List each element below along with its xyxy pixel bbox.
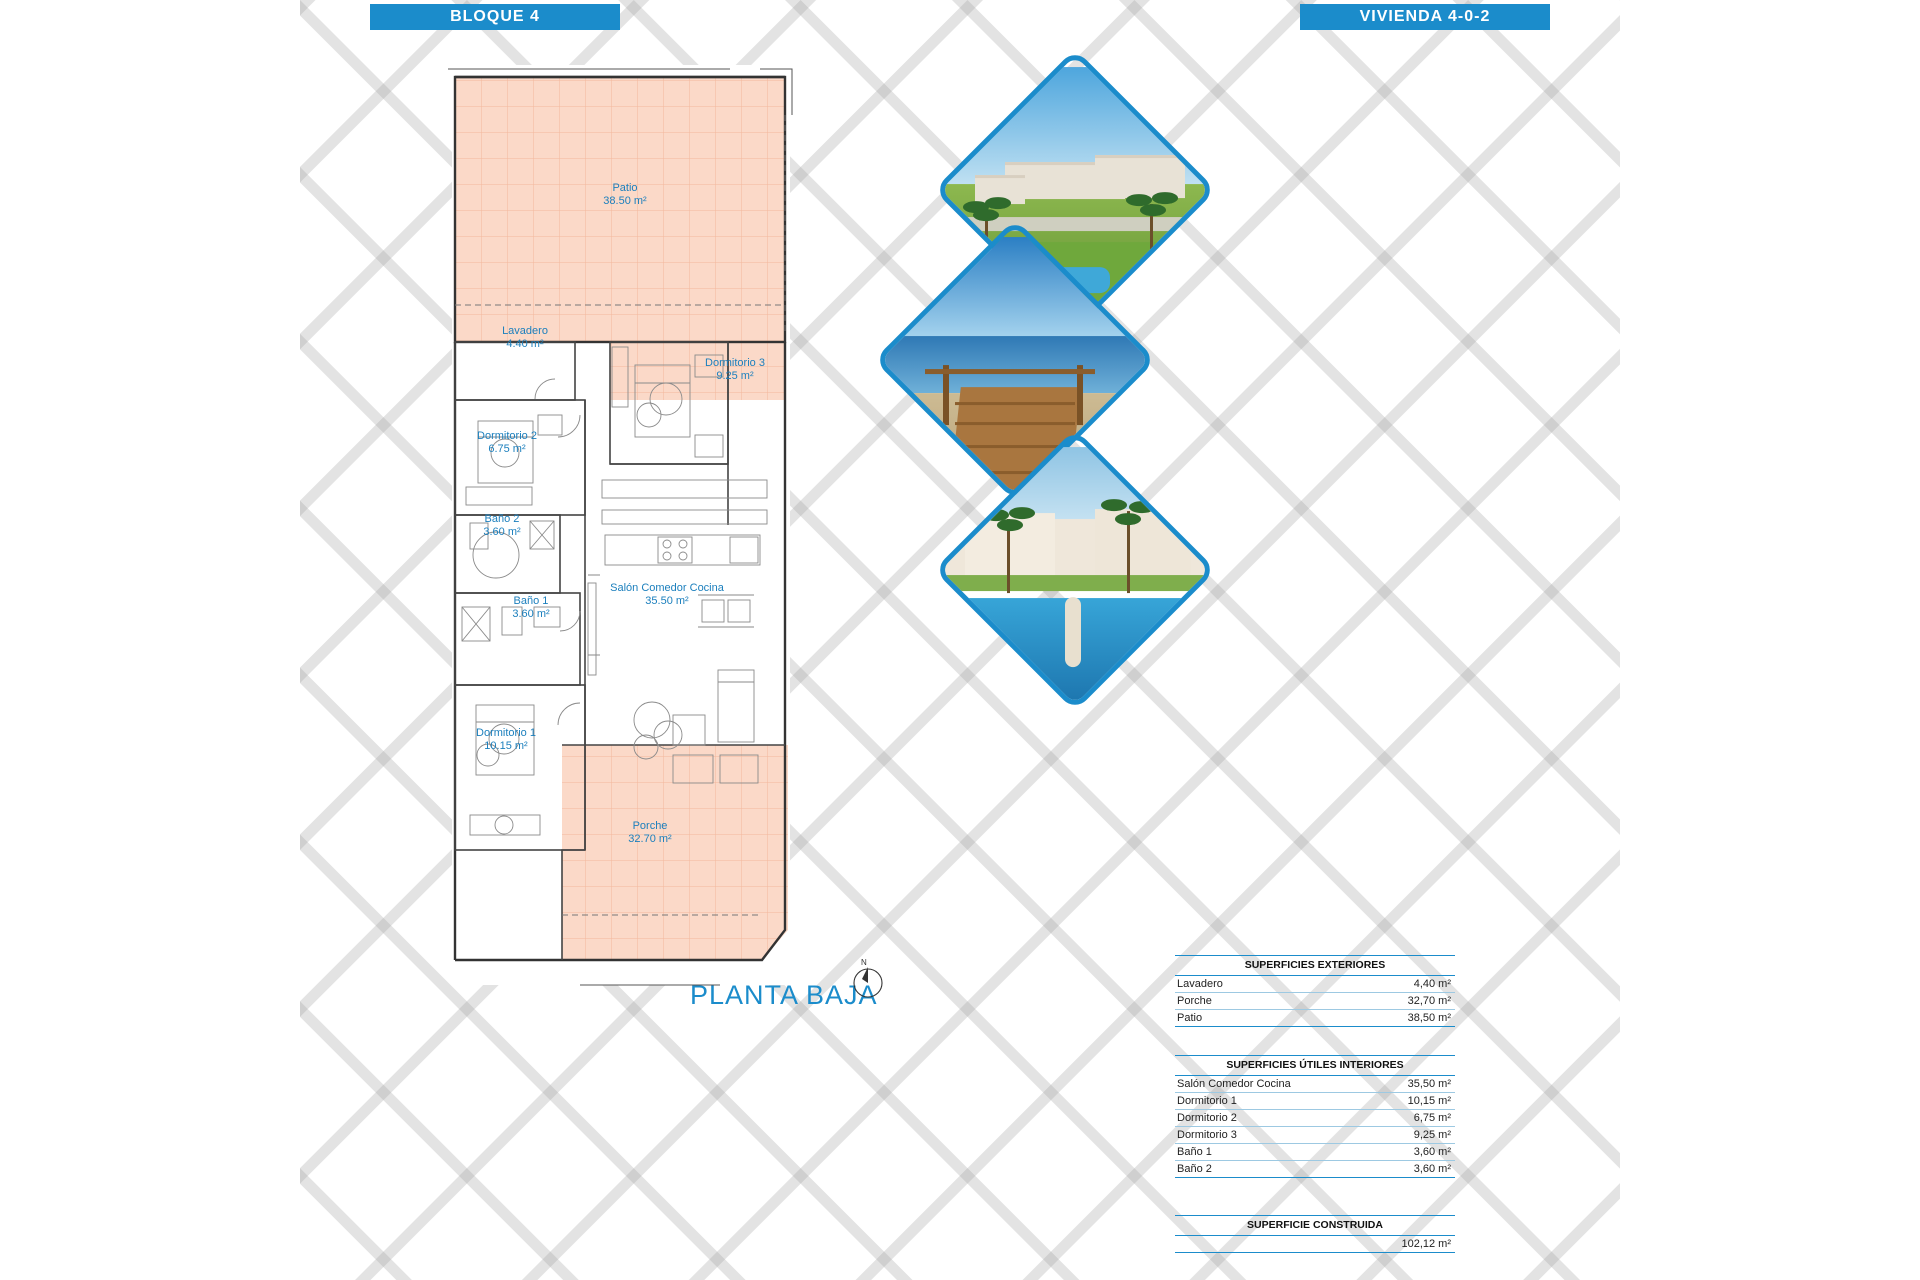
room-name: Baño 2 (484, 513, 520, 525)
table-superficies-utiles-interiores (1175, 1055, 1455, 1178)
row-label: Dormitorio 3 (1177, 1129, 1237, 1141)
row-value: 3,60 m² (1413, 1146, 1451, 1158)
room-area: 4.40 m² (506, 338, 544, 350)
row-label: Porche (1177, 995, 1212, 1007)
right-margin (1620, 0, 1920, 1280)
block-title-bar (370, 4, 620, 30)
room-label-lavadero (502, 325, 548, 351)
room-area: 10.15 m² (484, 740, 528, 752)
room-name: Lavadero (502, 325, 548, 337)
block-title: BLOQUE 4 (450, 8, 540, 25)
room-label-dormitorio-2 (477, 430, 537, 456)
row-label: Dormitorio 1 (1177, 1095, 1237, 1107)
room-area: 6.75 m² (488, 443, 526, 455)
room-area: 32.70 m² (628, 833, 672, 845)
table-superficie-construida (1175, 1215, 1455, 1253)
room-name: Dormitorio 2 (477, 430, 537, 442)
room-label-dormitorio-1 (476, 727, 536, 753)
svg-text:N: N (861, 958, 867, 967)
room-area: 35.50 m² (645, 595, 689, 607)
room-label-dormitorio-3 (705, 357, 765, 383)
table-title: SUPERFICIES EXTERIORES (1175, 955, 1455, 976)
room-label-porche (628, 820, 671, 846)
room-area: 3.60 m² (483, 526, 521, 538)
unit-title: VIVIENDA 4-0-2 (1359, 8, 1491, 25)
row-label: Dormitorio 2 (1177, 1112, 1237, 1124)
room-label-bano-1 (512, 595, 549, 621)
table-row (1175, 1236, 1455, 1253)
row-value: 35,50 m² (1407, 1078, 1451, 1090)
row-value: 9,25 m² (1413, 1129, 1451, 1141)
room-name: Baño 1 (513, 595, 549, 607)
row-value: 10,15 m² (1407, 1095, 1451, 1107)
room-area: 3.60 m² (512, 608, 550, 620)
floor-plan (430, 55, 850, 1005)
row-label: Baño 1 (1177, 1146, 1212, 1158)
room-name: Porche (632, 820, 668, 832)
table-row (1175, 1076, 1455, 1093)
plan-title: PLANTA BAJA (690, 980, 878, 1010)
room-label-bano-2 (483, 513, 520, 539)
room-area: 38.50 m² (603, 195, 647, 207)
table-row (1175, 1144, 1455, 1161)
table-superficies-exteriores (1175, 955, 1455, 1027)
row-value: 4,40 m² (1413, 978, 1451, 990)
room-name: Dormitorio 3 (705, 357, 765, 369)
row-label: Baño 2 (1177, 1163, 1212, 1175)
table-row (1175, 1161, 1455, 1178)
table-row (1175, 1127, 1455, 1144)
row-value: 3,60 m² (1413, 1163, 1451, 1175)
table-row (1175, 1093, 1455, 1110)
table-title: SUPERFICIES ÚTILES INTERIORES (1175, 1055, 1455, 1076)
room-name: Salón Comedor Cocina (610, 582, 724, 594)
row-value: 38,50 m² (1407, 1012, 1451, 1024)
room-label-patio (603, 182, 646, 208)
row-value: 6,75 m² (1413, 1112, 1451, 1124)
room-area: 9.25 m² (716, 370, 754, 382)
row-label: Salón Comedor Cocina (1177, 1078, 1291, 1090)
room-name: Patio (612, 182, 638, 194)
unit-title-bar (1300, 4, 1550, 30)
compass-icon (848, 955, 888, 1003)
table-row (1175, 1110, 1455, 1127)
left-margin (0, 0, 300, 1280)
table-title: SUPERFICIE CONSTRUIDA (1175, 1215, 1455, 1236)
row-value: 102,12 m² (1401, 1238, 1451, 1250)
table-row (1175, 993, 1455, 1010)
row-label: Patio (1177, 1012, 1203, 1024)
room-name: Dormitorio 1 (476, 727, 536, 739)
table-row (1175, 976, 1455, 993)
row-label: Lavadero (1177, 978, 1223, 990)
row-value: 32,70 m² (1407, 995, 1451, 1007)
table-row (1175, 1010, 1455, 1027)
room-label-salon-comedor-cocina (610, 582, 724, 608)
